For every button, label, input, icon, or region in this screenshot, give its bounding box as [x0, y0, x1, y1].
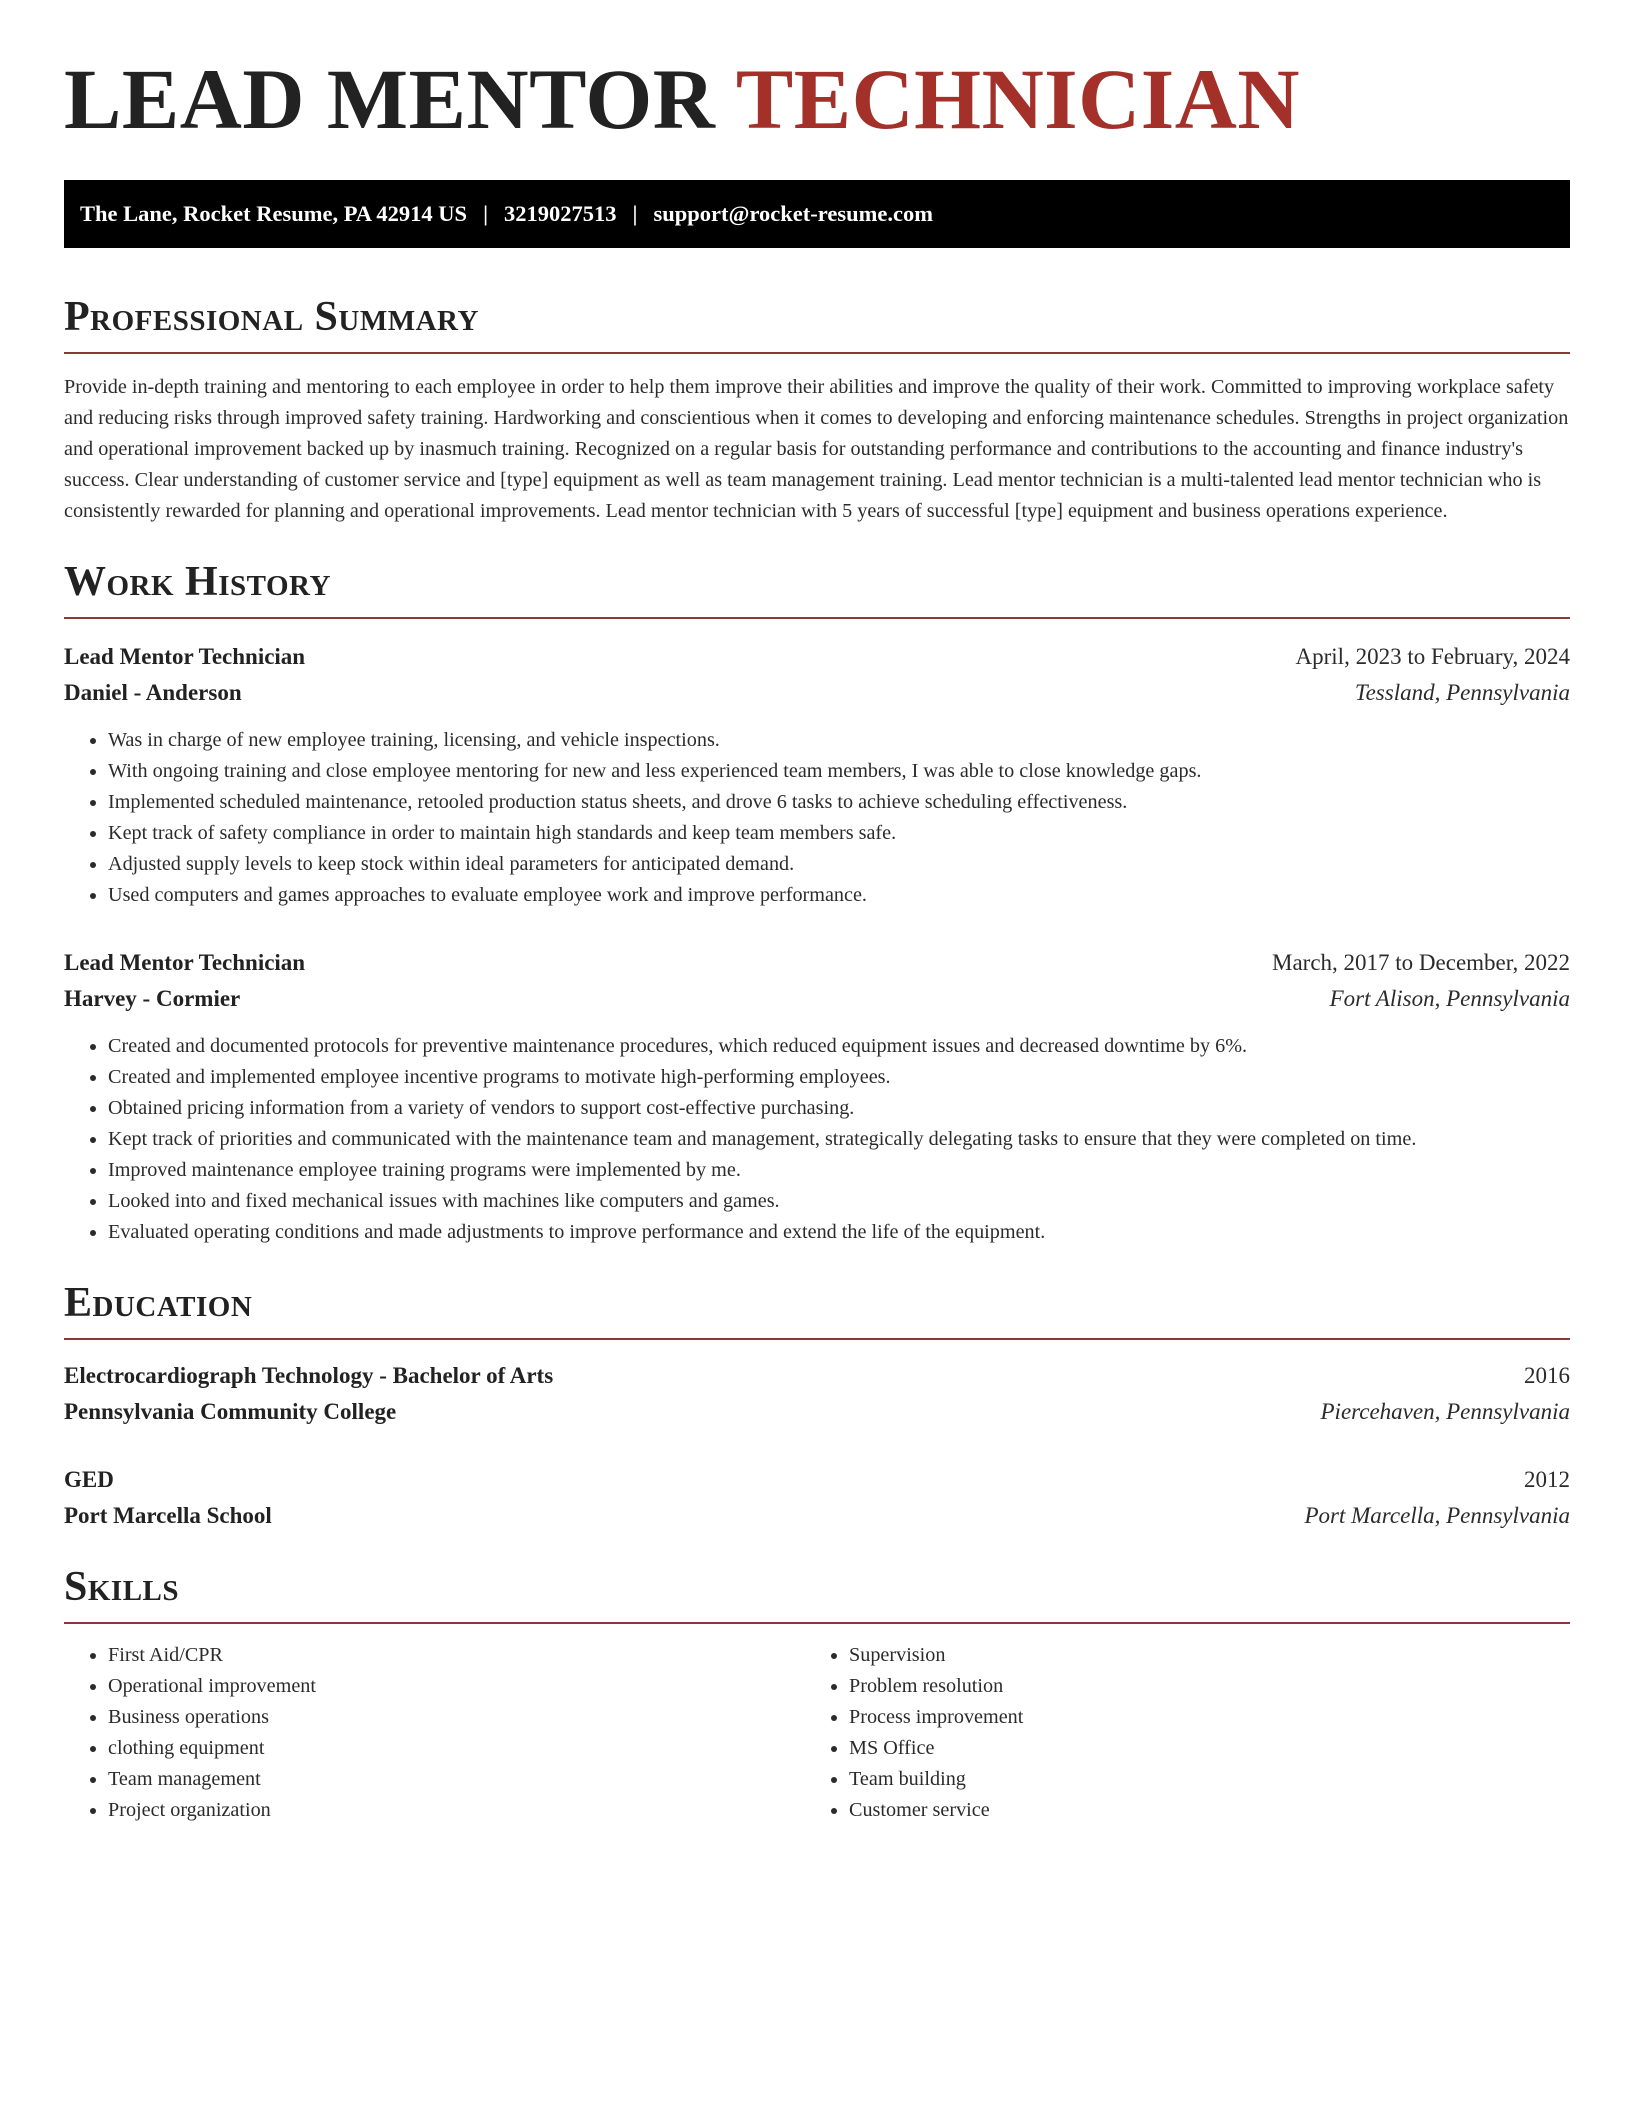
section-title-education: Education [64, 1282, 1570, 1340]
education-degree: GED [64, 1467, 114, 1492]
last-name: TECHNICIAN [735, 51, 1300, 147]
education-school: Port Marcella School [64, 1503, 272, 1528]
job-company: Harvey - Cormier [64, 986, 241, 1011]
skills-list-right [805, 1640, 1546, 1826]
contact-address: The Lane, Rocket Resume, PA 42914 US [80, 201, 468, 226]
job-location: Tessland, Pennsylvania [1354, 680, 1570, 705]
contact-email: support@rocket-resume.com [653, 201, 933, 226]
job-header-row [64, 639, 1570, 675]
skills-grid [64, 1640, 1570, 1826]
job-company: Daniel - Anderson [64, 680, 242, 705]
education-degree-row [64, 1462, 1570, 1498]
education-degree: Electrocardiograph Technology - Bachelor of Arts [64, 1363, 554, 1388]
summary-text: Provide in-depth training and mentoring to each employee in order to help them improve their abilities and improve the quality of their work. Committed to improving workplace safety and reducing risks through improved safety training. Hardworking and conscientious when it comes to developing and enforcing maintenance schedules. Strengths in project organization and operational improvement backed up by inasmuch training. Recognized on a regular basis for outstanding performance and contributions to the accounting and finance industry's success. Clear understanding of customer service and [type] equipment as well as team management training. Lead mentor technician is a multi-talented lead mentor technician who is consistently rewarded for planning and operational improvements. Lead mentor technician with 5 years of successful [type] equipment and business operations experience. [64, 376, 1569, 522]
summary-section [64, 296, 1570, 527]
education-location: Port Marcella, Pennsylvania [1304, 1503, 1570, 1528]
education-school-row [64, 1394, 1570, 1430]
job-dates: April, 2023 to February, 2024 [1295, 644, 1570, 669]
section-title-summary: Professional Summary [64, 296, 1570, 354]
education-location: Piercehaven, Pennsylvania [1320, 1399, 1570, 1424]
job-bullet: • Improved maintenance employee training programs were implemented by me. [108, 1155, 1570, 1186]
job-bullet: • Created and implemented employee incentive programs to motivate high-performing employees. [108, 1062, 1570, 1093]
job-company-row [64, 981, 1570, 1017]
section-title-skills: Skills [64, 1566, 1570, 1624]
education-year: 2012 [1524, 1467, 1570, 1492]
job-bullet: • Kept track of priorities and communicated with the maintenance team and management, strategically delegating tasks to ensure that they were completed on time. [108, 1124, 1570, 1155]
skills-section [64, 1566, 1570, 1826]
job-dates: March, 2017 to December, 2022 [1272, 950, 1570, 975]
job-bullets [64, 725, 1570, 911]
education-school-row [64, 1498, 1570, 1534]
contact-separator: | [483, 201, 489, 226]
job-bullet: • Adjusted supply levels to keep stock within ideal parameters for anticipated demand. [108, 849, 1570, 880]
job-bullet: • Created and documented protocols for preventive maintenance procedures, which reduced equipment issues and decreased downtime by 6%. [108, 1031, 1570, 1062]
skill-item: • Team management [108, 1764, 805, 1795]
job-entry [64, 639, 1570, 911]
skill-item: • Process improvement [849, 1702, 1546, 1733]
first-name: LEAD MENTOR [64, 51, 716, 147]
skill-item: • First Aid/CPR [108, 1640, 805, 1671]
job-bullet: • Implemented scheduled maintenance, retooled production status sheets, and drove 6 tasks to achieve scheduling effectiveness. [108, 787, 1570, 818]
education-entry [64, 1358, 1570, 1430]
job-bullets [64, 1031, 1570, 1248]
skill-item: • Project organization [108, 1795, 805, 1826]
job-bullet: • Kept track of safety compliance in order to maintain high standards and keep team members safe. [108, 818, 1570, 849]
contact-separator: | [632, 201, 638, 226]
job-location: Fort Alison, Pennsylvania [1329, 986, 1570, 1011]
job-bullet: • With ongoing training and close employee mentoring for new and less experienced team members, I was able to close knowledge gaps. [108, 756, 1570, 787]
work-history-section [64, 561, 1570, 1248]
contact-bar [64, 180, 1570, 248]
job-company-row [64, 675, 1570, 711]
education-section [64, 1282, 1570, 1534]
job-bullet: • Used computers and games approaches to evaluate employee work and improve performance. [108, 880, 1570, 911]
skill-item: • Customer service [849, 1795, 1546, 1826]
skill-item: • Operational improvement [108, 1671, 805, 1702]
job-bullet: • Looked into and fixed mechanical issues with machines like computers and games. [108, 1186, 1570, 1217]
education-year: 2016 [1524, 1363, 1570, 1388]
education-degree-row [64, 1358, 1570, 1394]
job-role: Lead Mentor Technician [64, 950, 306, 975]
job-entry [64, 945, 1570, 1248]
skill-item: • Team building [849, 1764, 1546, 1795]
resume-name [64, 51, 1570, 147]
education-entry [64, 1462, 1570, 1534]
skill-item: • Supervision [849, 1640, 1546, 1671]
skill-item: • Problem resolution [849, 1671, 1546, 1702]
job-bullet: • Obtained pricing information from a variety of vendors to support cost-effective purchasing. [108, 1093, 1570, 1124]
job-bullet: • Was in charge of new employee training, licensing, and vehicle inspections. [108, 725, 1570, 756]
skill-item: • MS Office [849, 1733, 1546, 1764]
contact-phone: 3219027513 [504, 201, 617, 226]
skills-list-left [64, 1640, 805, 1826]
job-header-row [64, 945, 1570, 981]
education-school: Pennsylvania Community College [64, 1399, 397, 1424]
section-title-work: Work History [64, 561, 1570, 619]
job-role: Lead Mentor Technician [64, 644, 306, 669]
skill-item: • Business operations [108, 1702, 805, 1733]
job-bullet: • Evaluated operating conditions and made adjustments to improve performance and extend the life of the equipment. [108, 1217, 1570, 1248]
resume-page [64, 0, 1570, 1826]
skill-item: • clothing equipment [108, 1733, 805, 1764]
